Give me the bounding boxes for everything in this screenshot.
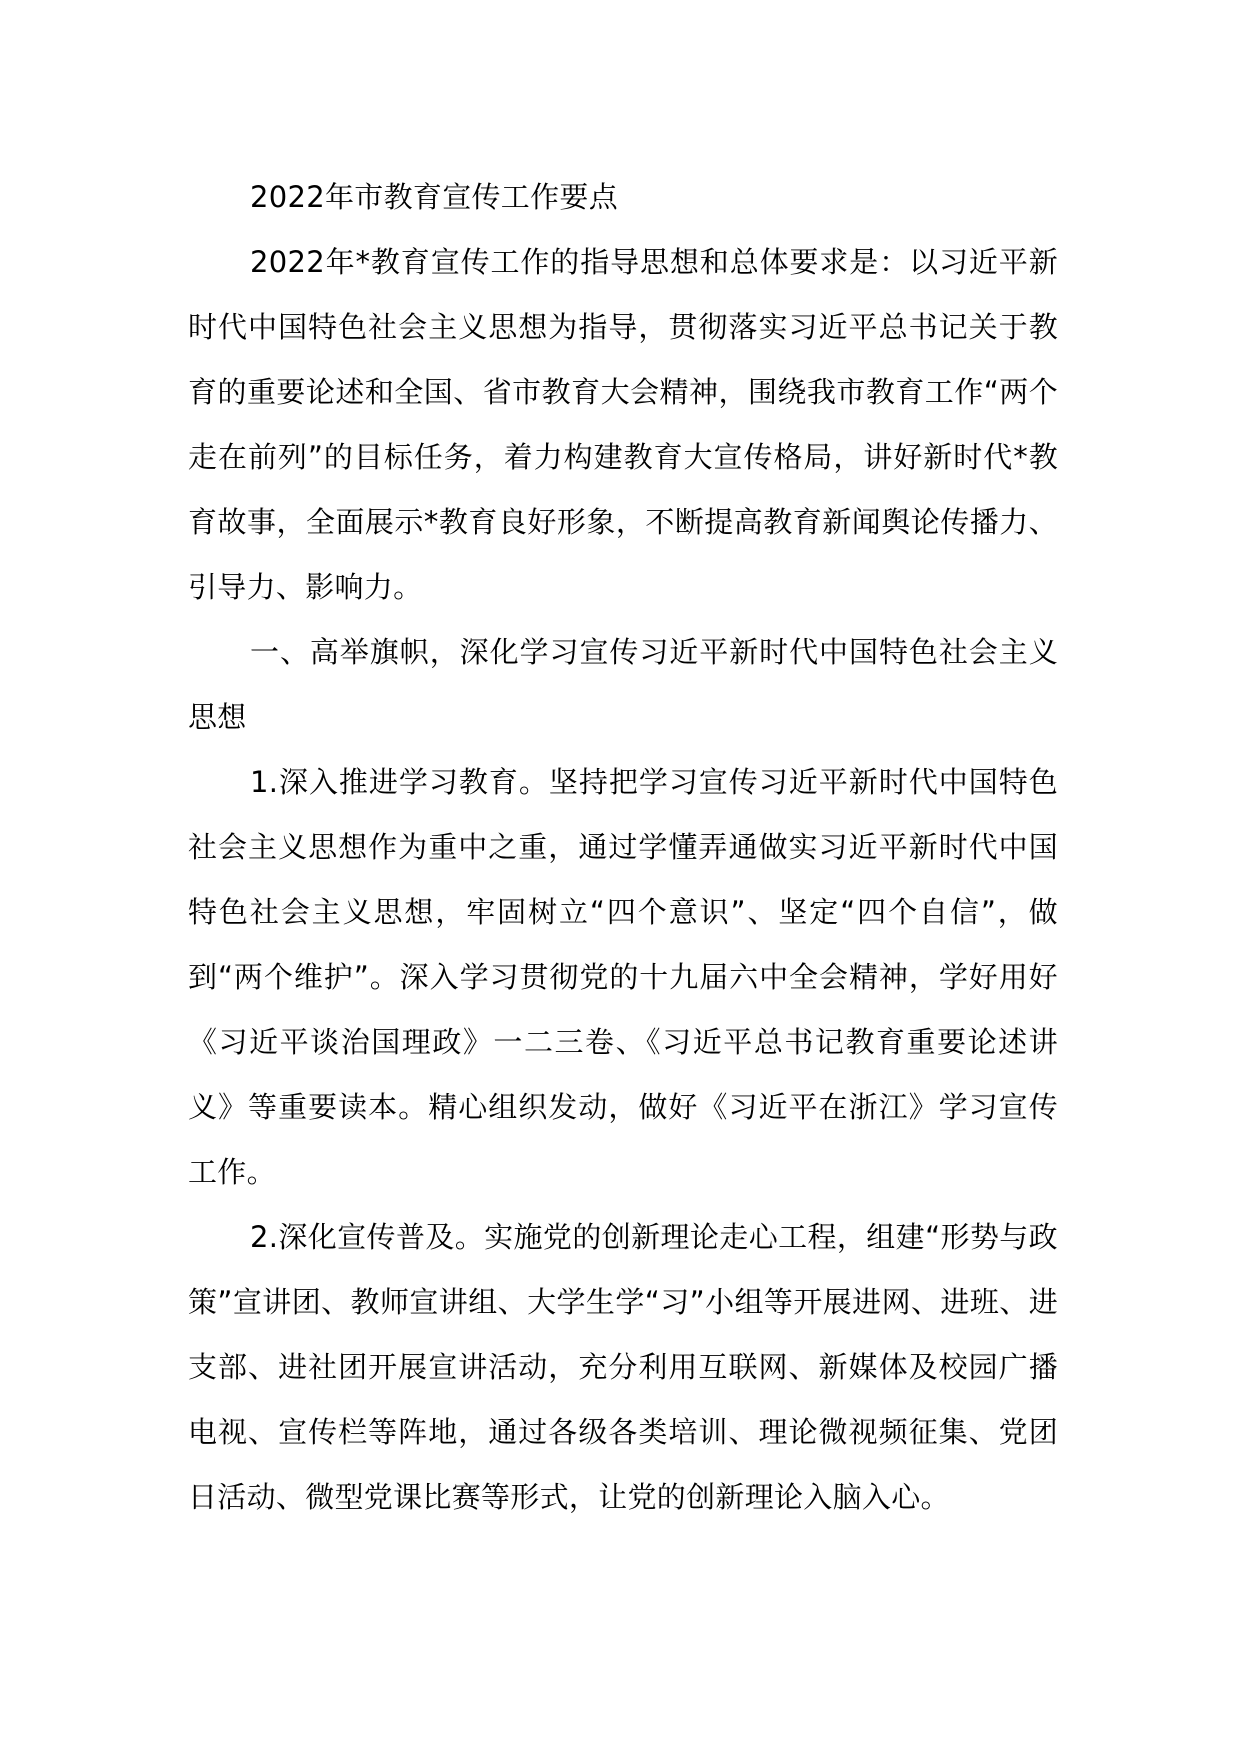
document-title: 2022年市教育宣传工作要点 bbox=[250, 180, 619, 214]
paragraph-guiding-thought: 2022年*教育宣传工作的指导思想和总体要求是：以习近平新时代中国特色社会主义思想为指导，贯彻落实习近平总书记关于教育的重要论述和全国、省市教育大会精神，围绕我市教育工作“两个走在前列”的目标任务，着力构建教育大宣传格局，讲好新时代*教育故事，全面展示*教育良好形象，不断提高教育新闻舆论传播力、引导力、影响力。 bbox=[188, 245, 1058, 604]
paragraph-item-1: 1.深入推进学习教育。坚持把学习宣传习近平新时代中国特色社会主义思想作为重中之重，通过学懂弄通做实习近平新时代中国特色社会主义思想，牢固树立“四个意识”、坚定“四个自信”，做到“两个维护”。深入学习贯彻党的十九届六中全会精神，学好用好《习近平谈治国理政》一二三卷、《习近平总书记教育重要论述讲义》等重要读本。精心组织发动，做好《习近平在浙江》学习宣传工作。 bbox=[188, 765, 1058, 1189]
document-page bbox=[188, 165, 1058, 1530]
section-heading-one: 一、高举旗帜，深化学习宣传习近平新时代中国特色社会主义思想 bbox=[188, 635, 1058, 734]
paragraph-item-2: 2.深化宣传普及。实施党的创新理论走心工程，组建“形势与政策”宣讲团、教师宣讲组、大学生学“习”小组等开展进网、进班、进支部、进社团开展宣讲活动，充分利用互联网、新媒体及校园广播电视、宣传栏等阵地，通过各级各类培训、理论微视频征集、党团日活动、微型党课比赛等形式，让党的创新理论入脑入心。 bbox=[188, 1220, 1058, 1514]
